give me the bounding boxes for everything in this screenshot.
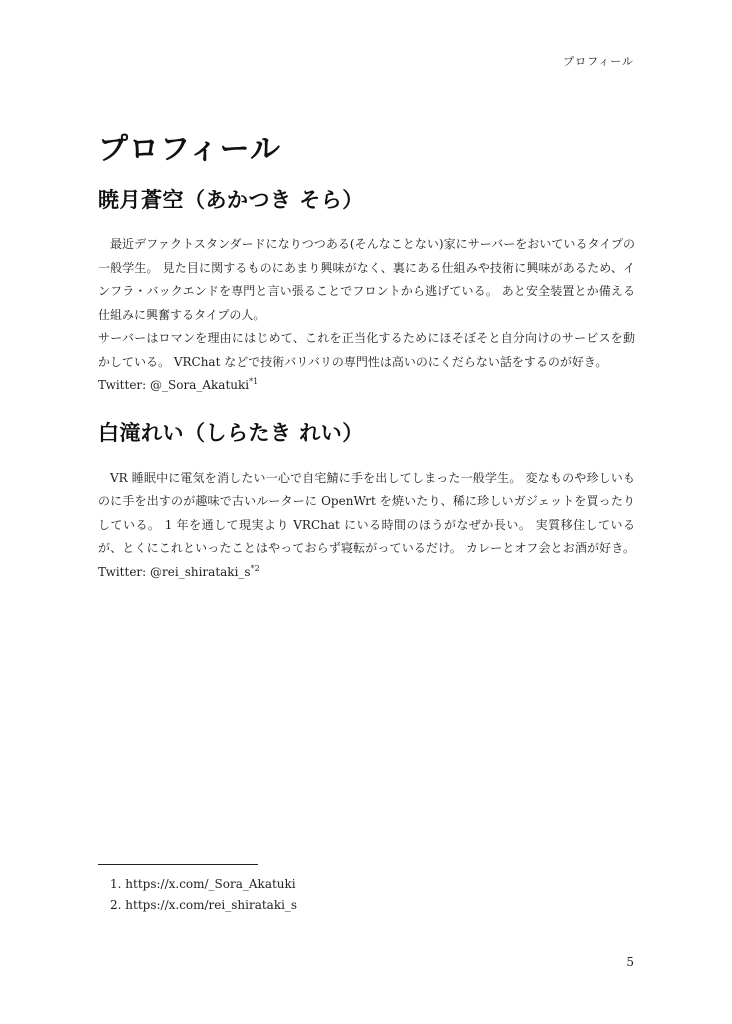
page-content bbox=[98, 128, 635, 584]
page-number: 5 bbox=[626, 955, 634, 969]
section-body-sora bbox=[98, 233, 635, 398]
section-body-rei bbox=[98, 467, 635, 585]
twitter-line bbox=[98, 374, 635, 398]
footnote-item[interactable]: 2. https://x.com/rei_shirataki_s bbox=[110, 898, 298, 912]
paragraph: 最近デファクトスタンダードになりつつある(そんなことない)家にサーバーをおいているタイプの一般学生。 見た目に関するものにあまり興味がなく、裏にある仕組みや技術に興味があるため、インフラ・バックエンドを専門と言い張ることでフロントから逃げている。 あと安全装置とか備える仕組みに興奮するタイプの人。 bbox=[98, 237, 635, 322]
footnote-item[interactable]: 1. https://x.com/_Sora_Akatuki bbox=[110, 877, 296, 891]
footnote-mark[interactable]: *1 bbox=[249, 377, 259, 386]
paragraph bbox=[98, 467, 635, 585]
section-heading-rei: 白滝れい（しらたき れい） bbox=[98, 420, 364, 445]
paragraph: サーバーはロマンを理由にはじめて、これを正当化するためにほそぼそと自分向けのサービスを動かしている。 VRChat などで技術バリバリの専門性は高いのにくだらない話をするのが好き。 bbox=[98, 331, 635, 369]
footnote-mark[interactable]: *2 bbox=[250, 563, 260, 573]
twitter-handle: Twitter: @_Sora_Akatuki bbox=[98, 378, 250, 392]
footnotes bbox=[110, 874, 297, 916]
section-heading-sora: 暁月蒼空（あかつき そら） bbox=[98, 188, 364, 212]
page-title: プロフィール bbox=[98, 132, 281, 167]
footnote-divider bbox=[98, 864, 258, 865]
running-head: プロフィール bbox=[563, 55, 634, 68]
paragraph-text: VR 睡眠中に電気を消したい一心で自宅鯖に手を出してしまった一般学生。 変なものや珍しいものに手を出すのが趣味で古いルーターに OpenWrt を焼いたり、稀に珍しいガジェットを買ったりしている。 1 年を通して現実より VRChat にいる時間のほうがなぜか長い。 実質移住しているが、とくにこれといったことはやっておらず寝転がっているだけ。 カレーとオフ会とお酒が好き。 Twitter: @rei_shirataki_s bbox=[98, 470, 635, 579]
